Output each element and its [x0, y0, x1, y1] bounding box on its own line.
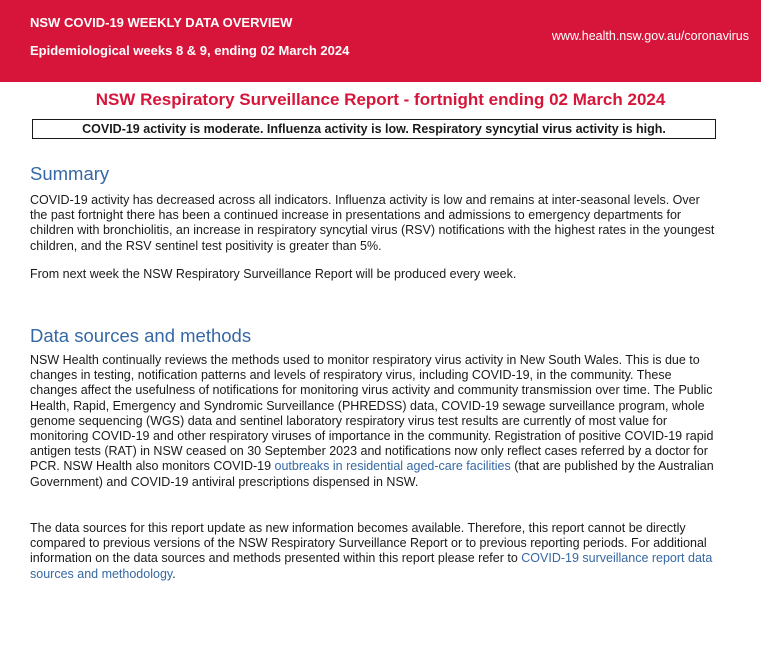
banner-title: NSW COVID-19 WEEKLY DATA OVERVIEW: [30, 15, 293, 30]
methods-paragraph-2: [30, 521, 720, 582]
banner-subtitle: Epidemiological weeks 8 & 9, ending 02 March 2024: [30, 43, 350, 58]
summary-paragraph-1: COVID-19 activity has decreased across all indicators. Influenza activity is low and remains at inter-seasonal levels. Over the past fortnight there has been a continued increase in presentations and admissions to emergency departments for children with bronchiolitis, an increase in respiratory syncytial virus (RSV) notifications with the highest rates in the youngest children, and the RSV sentinel test positivity is greater than 5%.: [30, 193, 715, 253]
summary-paragraph-2: From next week the NSW Respiratory Surveillance Report will be produced every week.: [30, 267, 517, 281]
aged-care-outbreaks-link[interactable]: outbreaks in residential aged-care facilities: [274, 459, 511, 474]
summary-heading: Summary: [30, 163, 110, 184]
activity-summary-box: COVID-19 activity is moderate. Influenza activity is low. Respiratory syncytial virus activity is high.: [32, 119, 716, 139]
methods-p1-text-start: NSW Health continually reviews the methods used to monitor respiratory virus activity in New South Wales. This is due to changes in testing, notification patterns and levels of respiratory virus, including COVID-19, in the community. These changes affect the usefulness of notifications for monitoring virus activity and community transmission over time. The Public Health, Rapid, Emergency and Syndromic Surveillance (PHREDSS) data, COVID-19 sewage surveillance program, whole genome sequencing (WGS) data and sentinel laboratory respiratory virus test results are currently of most value for monitoring COVID-19 and other respiratory viruses of importance in the community. Registration of positive COVID-19 rapid antigen tests (RAT) in NSW ceased on 30 September 2023 and notifications now only reflect cases referred by a doctor for PCR. NSW Health also monitors COVID-19: [30, 353, 714, 474]
banner-url-link[interactable]: www.health.nsw.gov.au/coronavirus: [551, 29, 749, 43]
methods-heading: Data sources and methods: [30, 325, 252, 346]
methods-p2-text-start: The data sources for this report update as new information becomes available. Therefore, this report cannot be directly compared to previous versions of the NSW Respiratory Surveillance Report or to previous reporting periods. For additional information on the data sources and methods presented within this report please refer to: [30, 521, 707, 566]
methods-p1-text-end: (that are published by the Australian Government) and COVID-19 antiviral prescriptions dispensed in NSW.: [30, 459, 714, 489]
methods-p2-text-end: .: [172, 566, 176, 581]
report-title: NSW Respiratory Surveillance Report - fortnight ending 02 March 2024: [95, 90, 666, 109]
methodology-link[interactable]: COVID-19 surveillance report data sources and methodology: [30, 551, 713, 581]
methods-paragraph-1: [30, 353, 720, 490]
header-banner: [0, 0, 761, 82]
